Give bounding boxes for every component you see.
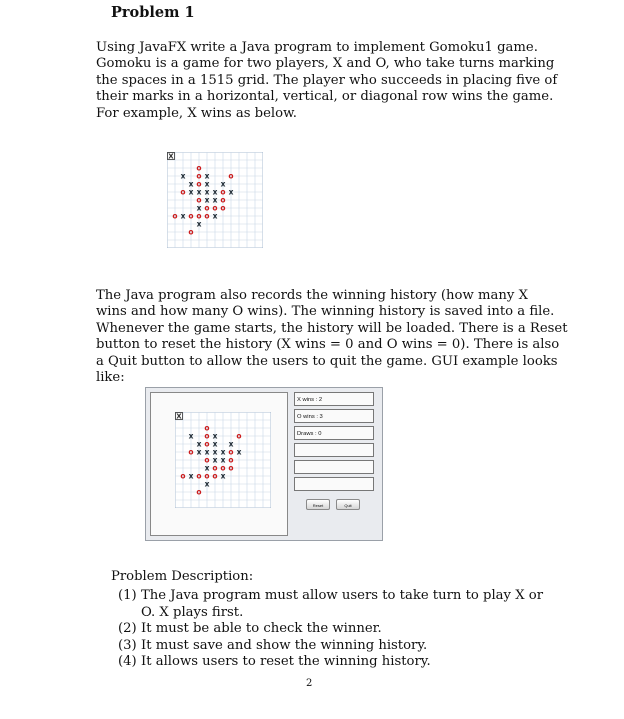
gui-board-figure: [175, 412, 271, 508]
x-mark: x: [228, 439, 234, 449]
empty-field: [294, 477, 374, 491]
intro-paragraph: [96, 40, 558, 122]
example-board-figure: [167, 152, 263, 248]
x-mark: x: [220, 179, 226, 189]
quit-button[interactable]: Quit: [336, 499, 360, 510]
list-item: [118, 654, 530, 671]
item-number: (1): [118, 588, 137, 603]
o-mark: o: [228, 171, 234, 181]
x-mark: x: [196, 447, 202, 457]
x-mark: x: [204, 171, 210, 181]
problem-description-title: Problem Description:: [111, 569, 254, 584]
o-mark: o: [196, 471, 202, 481]
history-line: wins and how many O wins). The winning history is saved into a file.: [96, 304, 555, 320]
x-mark: x: [196, 439, 202, 449]
x-mark: x: [212, 211, 218, 221]
draws-field: Draws : 0: [294, 426, 374, 440]
o-mark: o: [204, 439, 210, 449]
o-mark: o: [204, 471, 210, 481]
x-mark: x: [228, 187, 234, 197]
item-text: It must save and show the winning history.: [141, 637, 428, 653]
x-mark: x: [220, 455, 226, 465]
x-mark: x: [196, 203, 202, 213]
item-number: (4): [118, 654, 137, 670]
o-mark: o: [196, 179, 202, 189]
o-mark: o: [196, 487, 202, 497]
o-mark: o: [188, 447, 194, 457]
intro-line: the spaces in a 1515 grid. The player who succeeds in placing five of: [96, 72, 558, 88]
o-mark: o: [172, 211, 178, 221]
x-mark: x: [212, 447, 218, 457]
o-mark: o: [204, 431, 210, 441]
x-mark: x: [212, 431, 218, 441]
page-number: 2: [306, 678, 313, 689]
o-mark: o: [180, 471, 186, 481]
o-mark: o: [236, 431, 242, 441]
empty-field: [294, 460, 374, 474]
o-mark: o: [196, 211, 202, 221]
o-mark: o: [204, 203, 210, 213]
o-mark: o: [212, 471, 218, 481]
x-wins-field: X wins : 2: [294, 392, 374, 406]
o-mark: o: [204, 423, 210, 433]
o-mark: o: [180, 187, 186, 197]
x-mark: x: [212, 455, 218, 465]
x-mark: x: [196, 187, 202, 197]
o-mark: o: [204, 455, 210, 465]
x-mark: x: [220, 447, 226, 457]
o-mark: o: [204, 211, 210, 221]
o-mark: o: [188, 211, 194, 221]
o-mark: o: [228, 455, 234, 465]
reset-button[interactable]: Reset: [306, 499, 330, 510]
o-mark: o: [196, 195, 202, 205]
intro-line: Gomoku is a game for two players, X and O, who take turns marking: [96, 56, 555, 72]
history-line: The Java program also records the winning history (how many X: [96, 288, 528, 303]
selected-cell-mark: X: [176, 412, 182, 421]
item-text: O. X plays first.: [141, 604, 244, 620]
o-mark: o: [220, 203, 226, 213]
list-item: [118, 588, 544, 605]
x-mark: x: [204, 179, 210, 189]
list-item: [118, 638, 530, 655]
o-mark: o: [188, 227, 194, 237]
x-mark: x: [204, 463, 210, 473]
empty-field: [294, 443, 374, 457]
o-mark: o: [212, 203, 218, 213]
item-text: It must be able to check the winner.: [141, 621, 382, 637]
history-line: like:: [96, 370, 125, 386]
o-mark: o: [228, 447, 234, 457]
x-mark: x: [188, 187, 194, 197]
o-wins-field: O wins : 3: [294, 409, 374, 423]
x-mark: x: [212, 187, 218, 197]
problem-heading: Problem 1: [111, 4, 195, 21]
requirements-list: [118, 588, 544, 671]
history-line: button to reset the history (X wins = 0 and O wins = 0). There is also: [96, 337, 560, 353]
o-mark: o: [212, 463, 218, 473]
x-mark: x: [220, 471, 226, 481]
x-mark: x: [204, 479, 210, 489]
x-mark: x: [188, 179, 194, 189]
x-mark: x: [180, 211, 186, 221]
o-mark: o: [220, 195, 226, 205]
x-mark: x: [212, 439, 218, 449]
x-mark: x: [212, 195, 218, 205]
x-mark: x: [188, 431, 194, 441]
x-mark: x: [204, 195, 210, 205]
intro-line: For example, X wins as below.: [96, 105, 297, 121]
item-number: (3): [118, 637, 137, 653]
x-mark: x: [196, 219, 202, 229]
o-mark: o: [220, 187, 226, 197]
selected-cell-mark: X: [168, 152, 174, 161]
x-mark: x: [188, 471, 194, 481]
intro-line: Using JavaFX write a Java program to implement Gomoku1 game.: [96, 40, 538, 55]
o-mark: o: [196, 171, 202, 181]
x-mark: x: [180, 171, 186, 181]
history-line: Whenever the game starts, the history will be loaded. There is a Reset: [96, 320, 568, 336]
intro-line: their marks in a horizontal, vertical, or diagonal row wins the game.: [96, 89, 554, 105]
o-mark: o: [228, 463, 234, 473]
x-mark: x: [236, 447, 242, 457]
history-paragraph: [96, 288, 568, 386]
x-mark: x: [204, 447, 210, 457]
item-text: The Java program must allow users to take turn to play X or: [141, 588, 544, 603]
o-mark: o: [220, 463, 226, 473]
x-mark: x: [204, 187, 210, 197]
history-line: a Quit button to allow the users to quit the game. GUI example looks: [96, 353, 558, 369]
o-mark: o: [196, 163, 202, 173]
item-number: (2): [118, 621, 137, 637]
list-item: [118, 621, 530, 638]
item-text: It allows users to reset the winning history.: [141, 654, 431, 670]
